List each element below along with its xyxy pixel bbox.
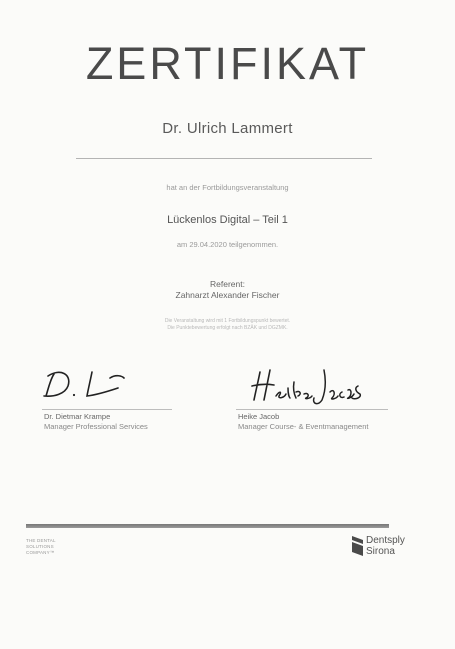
footer-bar xyxy=(26,524,389,528)
date-text: am 29.04.2020 teilgenommen. xyxy=(176,240,279,249)
recipient-name: Dr. Ulrich Lammert xyxy=(162,120,293,137)
fine-print-line1: Die Veranstaltung wird mit 1 Fortbildungspunkt bewertet. xyxy=(164,318,291,324)
speaker-label: Referent: xyxy=(210,279,245,289)
signatory-name-left: Dr. Dietmar Krampe xyxy=(44,412,111,421)
tagline-line: SOLUTIONS xyxy=(26,544,54,549)
speaker-name: Zahnarzt Alexander Fischer xyxy=(175,290,280,300)
tagline-line: COMPANY™ xyxy=(26,550,55,555)
course-name: Lückenlos Digital – Teil 1 xyxy=(167,214,288,226)
signature-line-right xyxy=(236,409,388,410)
brand-line1: Dentsply xyxy=(366,535,405,546)
signature-krampe xyxy=(40,366,140,404)
company-tagline xyxy=(26,538,66,556)
certificate-title: ZERTIFIKAT xyxy=(85,38,370,89)
signatory-name-right: Heike Jacob xyxy=(238,412,280,421)
tagline-line: THE DENTAL xyxy=(26,538,56,543)
recipient-divider xyxy=(76,158,372,159)
signatory-role-left: Manager Professional Services xyxy=(44,422,148,431)
brand-line2: Sirona xyxy=(366,546,395,557)
fine-print-line2: Die Punktebewertung erfolgt nach BZÄK und DGZMK. xyxy=(167,325,288,331)
signatory-role-right: Manager Course- & Eventmanagement xyxy=(238,422,369,431)
signature-line-left xyxy=(42,409,172,410)
signature-jacob xyxy=(248,366,368,408)
attended-text: hat an der Fortbildungsveranstaltung xyxy=(166,183,289,192)
brand-wordmark xyxy=(366,535,405,557)
dentsply-sirona-logo-icon xyxy=(351,535,364,557)
